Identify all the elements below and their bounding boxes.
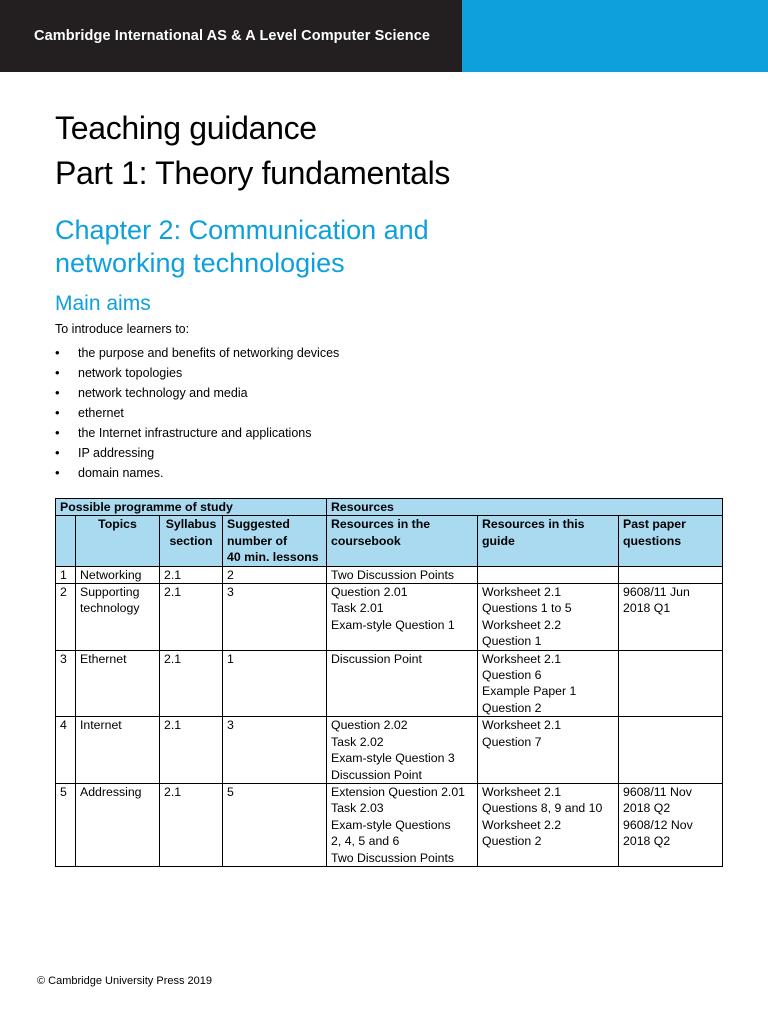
column-header-topics: Topics <box>76 516 160 566</box>
guide-resources-cell <box>478 584 619 651</box>
cell-line: Supporting <box>80 585 140 600</box>
cell-line: 9608/12 Nov <box>623 817 693 832</box>
syllabus-section-cell: 2.1 <box>160 783 223 866</box>
header-line: Past paper <box>623 517 686 532</box>
past-paper-cell <box>619 566 723 583</box>
cell-line: Networking <box>80 567 142 582</box>
header-line: 40 min. lessons <box>227 550 319 565</box>
table-row <box>56 584 723 651</box>
syllabus-section-cell: 2.1 <box>160 717 223 784</box>
cell-line: 9608/11 Jun <box>623 585 690 600</box>
cell-line: Discussion Point <box>331 767 422 782</box>
cell-line: Worksheet 2.1 <box>482 585 562 600</box>
table-row <box>56 717 723 784</box>
cell-line: Exam-style Questions <box>331 817 451 832</box>
guide-resources-cell <box>478 650 619 717</box>
cell-line: Task 2.02 <box>331 734 384 749</box>
past-paper-cell <box>619 783 723 866</box>
table-row <box>56 566 723 583</box>
series-title: Cambridge International AS & A Level Computer Science <box>34 28 431 44</box>
row-number: 2 <box>56 584 76 651</box>
syllabus-section-cell: 2.1 <box>160 584 223 651</box>
table-row <box>56 783 723 866</box>
chapter-line-1: Chapter 2: Communication and <box>55 215 429 245</box>
past-paper-cell <box>619 584 723 651</box>
cell-line: Addressing <box>80 784 142 799</box>
table-row <box>56 650 723 717</box>
lessons-cell: 1 <box>223 650 327 717</box>
group-header-programme: Possible programme of study <box>56 499 327 516</box>
lessons-cell: 3 <box>223 584 327 651</box>
coursebook-resources-cell <box>327 566 478 583</box>
header-line: Resources in this <box>482 517 585 532</box>
header-line: coursebook <box>331 533 401 548</box>
lessons-cell: 3 <box>223 717 327 784</box>
cell-line: Question 2 <box>482 700 542 715</box>
chapter-line-2: networking technologies <box>55 248 345 278</box>
cell-line: 2, 4, 5 and 6 <box>331 834 400 849</box>
cell-line: Question 6 <box>482 668 542 683</box>
coursebook-resources-cell <box>327 783 478 866</box>
aims-intro: To introduce learners to: <box>55 322 190 336</box>
cell-line: Discussion Point <box>331 651 422 666</box>
column-header-coursebook <box>327 516 478 566</box>
coursebook-resources-cell <box>327 650 478 717</box>
column-header-guide <box>478 516 619 566</box>
row-number: 5 <box>56 783 76 866</box>
header-line: Syllabus <box>165 517 217 532</box>
cell-line: technology <box>80 601 140 616</box>
column-header-row <box>56 516 723 566</box>
header-line: questions <box>623 533 682 548</box>
group-header-row <box>56 499 723 516</box>
header-line: guide <box>482 533 515 548</box>
row-number: 4 <box>56 717 76 784</box>
syllabus-section-cell: 2.1 <box>160 566 223 583</box>
chapter-title <box>55 214 575 280</box>
topic-cell <box>76 783 160 866</box>
guide-resources-cell <box>478 783 619 866</box>
cell-line: Question 2.02 <box>331 718 408 733</box>
header-line: Resources in the <box>331 517 431 532</box>
header-line: Suggested <box>227 517 290 532</box>
cell-line: Worksheet 2.2 <box>482 817 562 832</box>
past-paper-cell <box>619 717 723 784</box>
header-accent-block <box>462 0 768 72</box>
row-number: 1 <box>56 566 76 583</box>
syllabus-section-cell: 2.1 <box>160 650 223 717</box>
cell-line: Question 1 <box>482 634 542 649</box>
cell-line: Worksheet 2.1 <box>482 718 562 733</box>
cell-line: Two Discussion Points <box>331 567 455 582</box>
cell-line: Ethernet <box>80 651 127 666</box>
guide-resources-cell <box>478 566 619 583</box>
column-header-past-papers <box>619 516 723 566</box>
cell-line: Worksheet 2.2 <box>482 617 562 632</box>
cell-line: Two Discussion Points <box>331 850 455 865</box>
column-header-number <box>56 516 76 566</box>
cell-line: Question 7 <box>482 734 542 749</box>
cell-line: Internet <box>80 718 122 733</box>
lessons-cell: 5 <box>223 783 327 866</box>
cell-line: Questions 1 to 5 <box>482 601 572 616</box>
group-header-resources: Resources <box>327 499 723 516</box>
programme-table <box>55 498 723 867</box>
copyright-footer: © Cambridge University Press 2019 <box>37 975 213 987</box>
past-paper-cell <box>619 650 723 717</box>
cell-line: Exam-style Question 3 <box>331 751 455 766</box>
lessons-cell: 2 <box>223 566 327 583</box>
coursebook-resources-cell <box>327 584 478 651</box>
aims-list <box>55 343 339 483</box>
aim-item: • network technology and media <box>55 383 339 403</box>
cell-line: Worksheet 2.1 <box>482 651 562 666</box>
topic-cell <box>76 584 160 651</box>
cell-line: Question 2 <box>482 834 542 849</box>
coursebook-resources-cell <box>327 717 478 784</box>
column-header-lessons <box>223 516 327 566</box>
cell-line: 2018 Q2 <box>623 834 671 849</box>
cell-line: Example Paper 1 <box>482 684 577 699</box>
guide-resources-cell <box>478 717 619 784</box>
programme-table-body <box>56 566 723 866</box>
aim-item: • the Internet infrastructure and applications <box>55 423 339 443</box>
aim-item: • domain names. <box>55 463 339 483</box>
header-line: section <box>169 533 213 548</box>
page-title <box>55 106 450 196</box>
cell-line: 2018 Q2 <box>623 801 671 816</box>
header-bar <box>0 0 768 72</box>
row-number: 3 <box>56 650 76 717</box>
aim-item: • the purpose and benefits of networking devices <box>55 343 339 363</box>
main-aims-heading: Main aims <box>55 292 151 315</box>
cell-line: Extension Question 2.01 <box>331 784 466 799</box>
cell-line: 9608/11 Nov <box>623 784 692 799</box>
title-line-2: Part 1: Theory fundamentals <box>55 155 451 191</box>
cell-line: Questions 8, 9 and 10 <box>482 801 603 816</box>
cell-line: Task 2.03 <box>331 801 384 816</box>
column-header-syllabus <box>160 516 223 566</box>
cell-line: Exam-style Question 1 <box>331 617 455 632</box>
topic-cell <box>76 717 160 784</box>
topic-cell <box>76 566 160 583</box>
title-line-1: Teaching guidance <box>55 110 317 146</box>
header-line: number of <box>227 533 288 548</box>
cell-line: Task 2.01 <box>331 601 384 616</box>
header-dark-panel <box>0 0 462 72</box>
cell-line: 2018 Q1 <box>623 601 671 616</box>
topic-cell <box>76 650 160 717</box>
cell-line: Worksheet 2.1 <box>482 784 562 799</box>
aim-item: • ethernet <box>55 403 339 423</box>
aim-item: • network topologies <box>55 363 339 383</box>
aim-item: • IP addressing <box>55 443 339 463</box>
cell-line: Question 2.01 <box>331 585 408 600</box>
